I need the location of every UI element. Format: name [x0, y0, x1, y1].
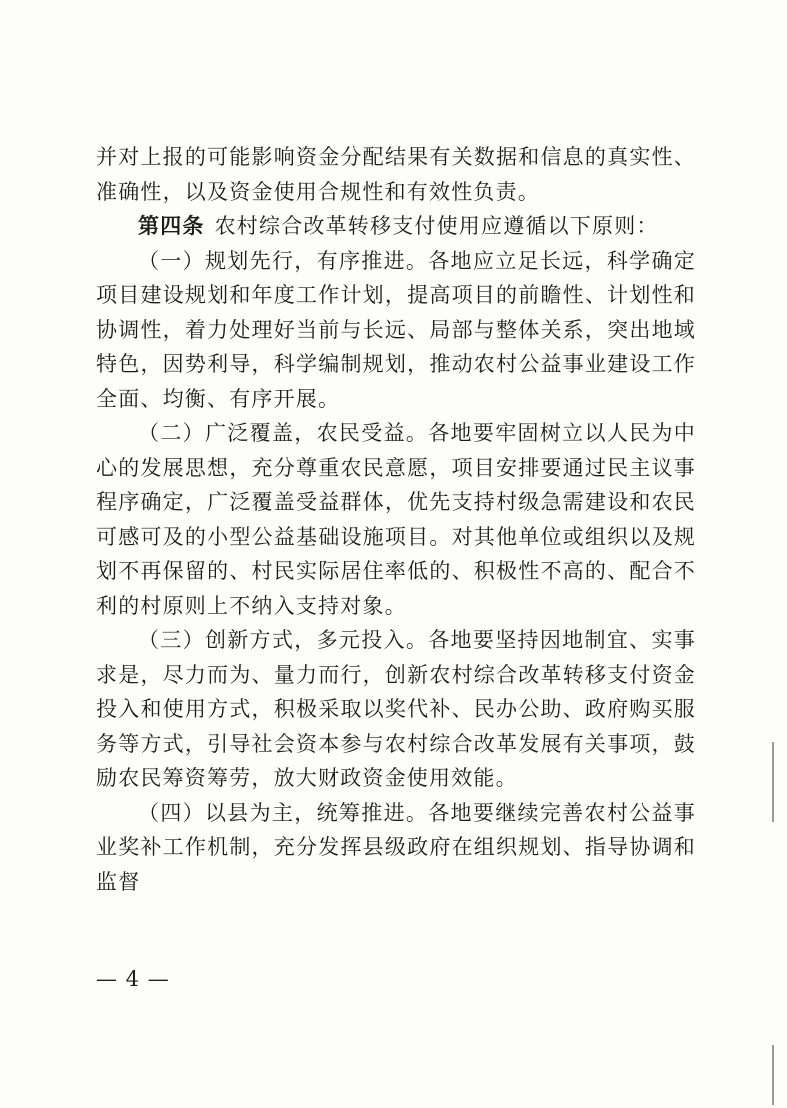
paragraph-principle-four: （四）以县为主，统筹推进。各地要继续完善农村公益事业奖补工作机制，充分发挥县级政府在组织规划、指导协调和监督 — [96, 800, 696, 894]
paragraph-principle-three: （三）创新方式，多元投入。各地要坚持因地制宜、实事求是，尽力而为、量力而行，创新农村综合改革转移支付资金投入和使用方式，积极采取以奖代补、民办公助、政府购买服务等方式，引导社会资本参与农村综合改革发展有关事项，鼓励农民筹资筹劳，放大财政资金使用效能。 — [96, 628, 696, 790]
article-text: 农村综合改革转移支付使用应遵循以下原则： — [214, 214, 659, 238]
paragraph-principle-two: （二）广泛覆盖，农民受益。各地要牢固树立以人民为中心的发展思想，充分尊重农民意愿，项目安排要通过民主议事程序确定，广泛覆盖受益群体，优先支持村级急需建设和农民可感可及的小型公益基础设施项目。对其他单位或组织以及规划不再保留的、村民实际居住率低的、积极性不高的、配合不利的村原则上不纳入支持对象。 — [96, 421, 696, 618]
page-number: — 4 — — [96, 967, 170, 991]
paragraph-principle-one: （一）规划先行，有序推进。各地应立足长远，科学确定项目建设规划和年度工作计划，提高项目的前瞻性、计划性和协调性，着力处理好当前与长远、局部与整体关系，突出地域特色，因势利导，科学编制规划，推动农村公益事业建设工作全面、均衡、有序开展。 — [96, 248, 696, 411]
article-heading: 第四条 — [138, 213, 205, 238]
paragraph-continuation: 并对上报的可能影响资金分配结果有关数据和信息的真实性、准确性，以及资金使用合规性和有效性负责。 — [96, 145, 696, 204]
document-body — [96, 140, 696, 899]
scan-mark-right-bottom — [772, 1045, 774, 1105]
scan-mark-right-edge — [772, 742, 774, 822]
paragraph-article-four — [96, 209, 696, 244]
